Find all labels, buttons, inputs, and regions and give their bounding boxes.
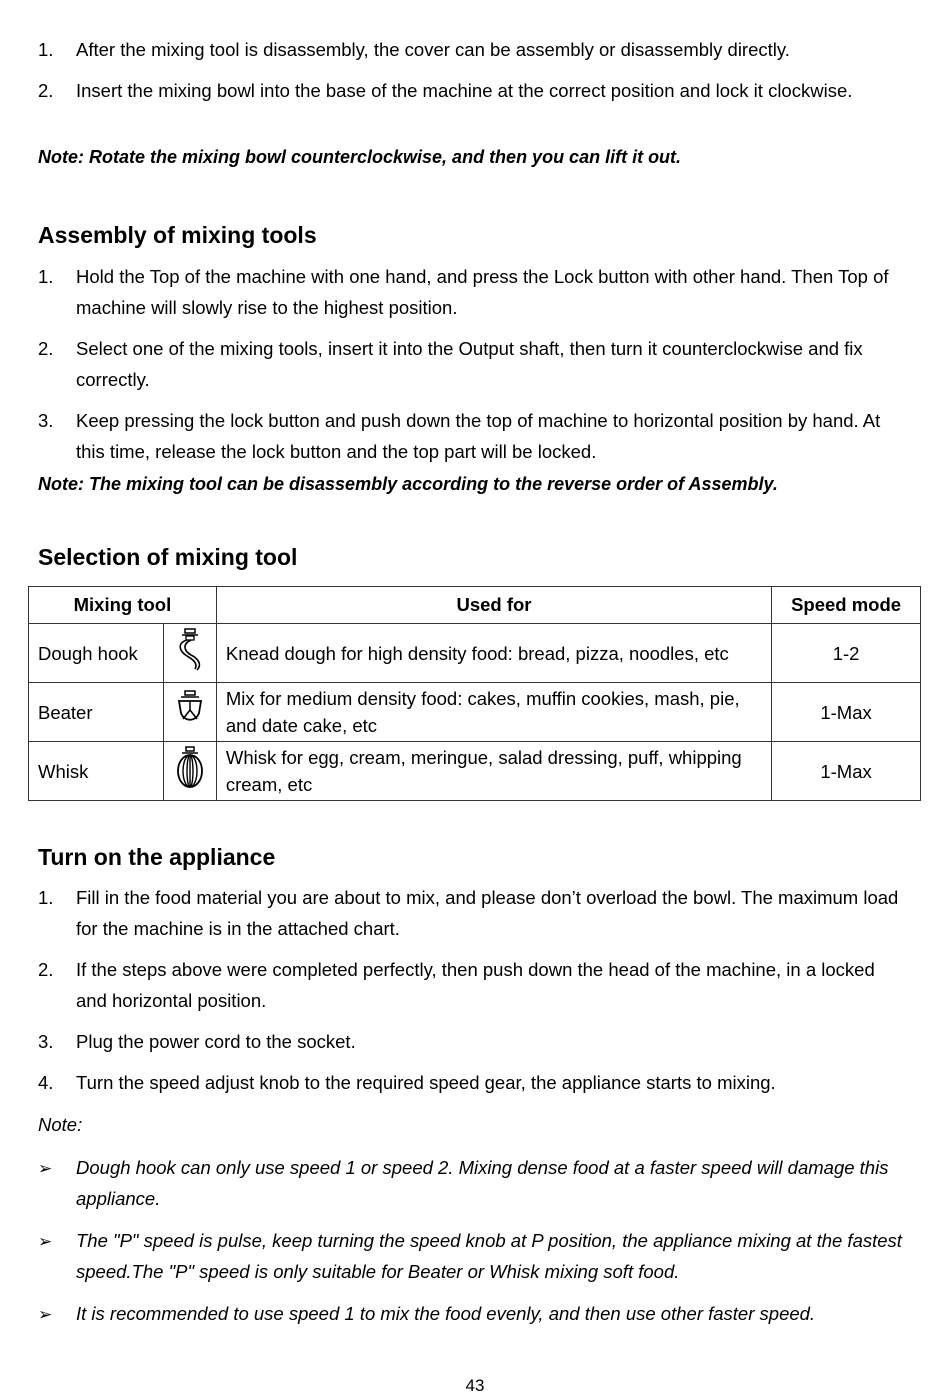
arrow-bullet-icon: ➢	[38, 1232, 53, 1251]
assembly-steps-list	[38, 261, 908, 477]
note-text: Dough hook can only use speed 1 or speed 2. Mixing dense food at a faster speed will damage this appliance.	[76, 1157, 889, 1209]
turn-on-steps-list	[38, 882, 908, 1108]
step-text: If the steps above were completed perfectly, then push down the head of the machine, in a locked and horizontal position.	[76, 959, 875, 1011]
step-number: 3.	[38, 410, 54, 431]
step-number: 2.	[38, 80, 54, 101]
step-text: Turn the speed adjust knob to the required speed gear, the appliance starts to mixing.	[76, 1072, 776, 1093]
table-row	[29, 683, 921, 742]
selection-heading: Selection of mixing tool	[38, 544, 298, 570]
step-text: Select one of the mixing tools, insert it into the Output shaft, then turn it counterclockwise and fix correctly.	[76, 338, 863, 390]
turn-on-notes-list	[38, 1152, 908, 1340]
list-item	[38, 405, 908, 467]
top-steps-list	[38, 34, 908, 116]
column-header-mixing-tool: Mixing tool	[29, 587, 217, 624]
tool-name: Whisk	[29, 742, 164, 801]
step-number: 3.	[38, 1031, 54, 1052]
tool-icon-cell	[163, 742, 216, 801]
tool-speed: 1-2	[772, 624, 921, 683]
list-item	[38, 75, 908, 106]
step-number: 2.	[38, 338, 54, 359]
step-number: 2.	[38, 959, 54, 980]
step-text: Hold the Top of the machine with one hand, and press the Lock button with other hand. Then Top of machine will slowly rise to the highest position.	[76, 266, 889, 318]
list-item	[38, 1026, 908, 1057]
list-item	[38, 1152, 908, 1214]
step-text: Plug the power cord to the socket.	[76, 1031, 356, 1052]
step-number: 1.	[38, 887, 54, 908]
table-row	[29, 624, 921, 683]
list-item	[38, 882, 908, 944]
tool-usage: Mix for medium density food: cakes, muffin cookies, mash, pie, and date cake, etc	[216, 683, 771, 742]
tool-icon-cell	[163, 624, 216, 683]
list-item	[38, 34, 908, 65]
tool-usage: Whisk for egg, cream, meringue, salad dressing, puff, whipping cream, etc	[216, 742, 771, 801]
list-item	[38, 1298, 908, 1329]
bowl-removal-note: Note: Rotate the mixing bowl counterclockwise, and then you can lift it out.	[38, 147, 682, 167]
step-text: Insert the mixing bowl into the base of the machine at the correct position and lock it clockwise.	[76, 80, 853, 101]
tool-icon-cell	[163, 683, 216, 742]
assembly-heading: Assembly of mixing tools	[38, 222, 317, 248]
step-number: 1.	[38, 39, 54, 60]
arrow-bullet-icon: ➢	[38, 1159, 53, 1178]
tool-speed: 1-Max	[772, 683, 921, 742]
column-header-speed-mode: Speed mode	[772, 587, 921, 624]
tool-speed: 1-Max	[772, 742, 921, 801]
list-item	[38, 1225, 908, 1287]
tool-usage: Knead dough for high density food: bread, pizza, noodles, etc	[216, 624, 771, 683]
table-row	[29, 742, 921, 801]
whisk-icon	[173, 745, 207, 791]
list-item	[38, 1067, 908, 1098]
note-text: The "P" speed is pulse, keep turning the speed knob at P position, the appliance mixing at the fastest speed.The "P" speed is only suitable for Beater or Whisk mixing soft food.	[76, 1230, 902, 1282]
step-number: 4.	[38, 1072, 54, 1093]
step-text: Keep pressing the lock button and push down the top of machine to horizontal position by hand. At this time, release the lock button and the top part will be locked.	[76, 410, 881, 462]
turn-on-note-label: Note:	[38, 1114, 83, 1135]
turn-on-heading: Turn on the appliance	[38, 844, 276, 870]
step-text: After the mixing tool is disassembly, the cover can be assembly or disassembly directly.	[76, 39, 790, 60]
page-number: 43	[465, 1376, 485, 1395]
tool-name: Dough hook	[29, 624, 164, 683]
beater-icon	[173, 689, 207, 729]
arrow-bullet-icon: ➢	[38, 1305, 53, 1324]
list-item	[38, 261, 908, 323]
assembly-note: Note: The mixing tool can be disassembly according to the reverse order of Assembly.	[38, 474, 778, 494]
tool-name: Beater	[29, 683, 164, 742]
list-item	[38, 333, 908, 395]
mixing-tool-table	[28, 586, 921, 801]
note-text: It is recommended to use speed 1 to mix the food evenly, and then use other faster speed.	[76, 1303, 816, 1324]
step-number: 1.	[38, 266, 54, 287]
step-text: Fill in the food material you are about to mix, and please don’t overload the bowl. The maximum load for the machine is in the attached chart.	[76, 887, 899, 939]
list-item	[38, 954, 908, 1016]
dough-hook-icon	[173, 627, 207, 673]
table-header-row	[29, 587, 921, 624]
column-header-used-for: Used for	[216, 587, 771, 624]
